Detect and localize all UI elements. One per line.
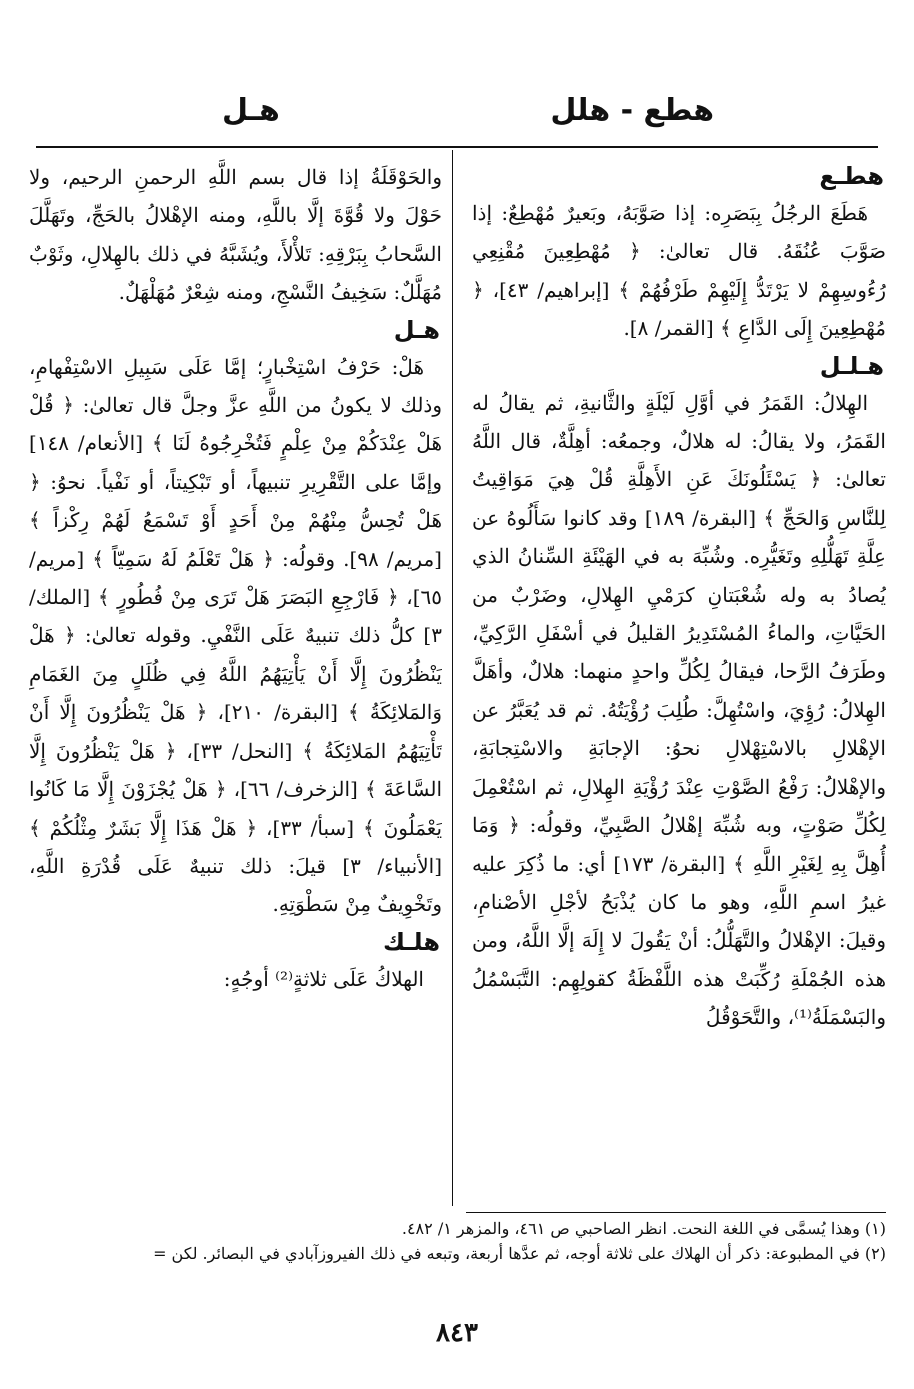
entry-head: هـلـل <box>819 351 884 380</box>
footnote: (١) وهذا يُسمَّى في اللغة النحت. انظر الصاحبي ص ٤٦١، والمزهر ١/ ٤٨٢. <box>401 1219 886 1238</box>
entry-text: الهلاكُ عَلَى ثلاثةٍ⁽²⁾ أوجُهٍ: <box>223 966 424 991</box>
entry-head: هطـع <box>819 162 884 190</box>
entry <box>472 348 886 1037</box>
entry-text: هَلْ: حَرْفُ اسْتِخْبارٍ؛ إمَّا عَلَى سَبِيلِ الاسْتِفْهامِ، وذلك لا يكونُ من اللَّهِ عزَّ وجلَّ قال تعالىٰ: ﴿ قُلْ هَلْ عِنْدَكُمْ مِنْ عِلْمٍ فَتُخْرِجُوهُ لَنَا ﴾ [الأنعام/ ١٤٨] وإمَّا على التَّقْرِيرِ تنبيهاً، أو تَبْكِيتاً، أو نَفْياً. نحوُ: ﴿ هَلْ تُحِسُّ مِنْهُمْ مِنْ أَحَدٍ أَوْ تَسْمَعُ لَهُمْ رِكْزاً ﴾ [مريم/ ٩٨]. وقولُه: ﴿ هَلْ تَعْلَمُ لَهُ سَمِيّاً ﴾ [مريم/ ٦٥]، ﴿ فَارْجِعِ البَصَرَ هَلْ تَرَى مِنْ فُطُورٍ ﴾ [الملك/ ٣] كلُّ ذلك تنبيهٌ عَلَى النَّفْيِ. وقوله تعالىٰ: ﴿ هَلْ يَنْظُرُونَ إِلَّا أَنْ يَأْتِيَهُمُ اللَّهُ فِي ظُلَلٍ مِنَ الغَمَامِ وَالمَلائِكَةُ ﴾ [البقرة/ ٢١٠]، ﴿ هَلْ يَنْظُرُونَ إِلَّا أَنْ تَأْتِيَهُمُ المَلائِكَةُ ﴾ [النحل/ ٣٣]، ﴿ هَلْ يَنْظُرُونَ إِلَّا السَّاعَةَ ﴾ [الزخرف/ ٦٦]، ﴿ هَلْ يُجْزَوْنَ إِلَّا مَا كَانُوا يَعْمَلُونَ ﴾ [سبأ/ ٣٣]، ﴿ هَلْ هَذَا إِلَّا بَشَرٌ مِثْلُكُمْ ﴾ [الأنبياء/ ٣] قيلَ: ذلك تنبيهٌ عَلَى قُدْرَةِ اللَّهِ، وتَخْوِيفٌ مِنْ سَطْوَتِهِ. <box>29 354 442 917</box>
entry <box>472 158 886 348</box>
column-divider <box>452 150 453 1206</box>
entry-text: هَطَعَ الرجُلُ بِبَصَرِه: إذا صَوَّبَهُ، وبَعيرٌ مُهْطِعٌ: إذا صَوَّبَ عُنُقَهُ. قال تعالىٰ: ﴿ مُهْطِعِينَ مُقْنِعِي رُءُوسِهِمْ لا يَرْتَدُّ إِلَيْهِمْ طَرْفُهُمْ ﴾ [إبراهيم/ ٤٣]، ﴿ مُهْطِعِينَ إِلَى الدَّاعِ ﴾ [القمر/ ٨]. <box>472 201 886 341</box>
entry-text: والحَوْقَلَةُ إذا قال بسم اللَّهِ الرحمنِ الرحيم، ولا حَوْلَ ولا قُوَّةَ إلَّا باللَّهِ، ومنه الإهْلالُ بالحَجِّ، وتَهَلَّلَ السَّحابُ بِبَرْقِهِ: تَلأْلأَ، ويُشَبَّهُ في ذلك بالهِلالِ، وثَوْبٌ مُهَلَّلٌ: سَخِيفُ النَّسْجِ، ومنه شِعْرٌ مُهَلْهَلٌ. <box>29 165 442 305</box>
entry-text: الهِلالُ: القَمَرُ في أوَّلِ لَيْلَةٍ والثَّانيةِ، ثم يقالُ له القَمَرُ، ولا يقالُ: له هلالٌ، وجمعُه: أهِلَّةٌ، قال اللَّهُ تعالىٰ: ﴿ يَسْئَلُونَكَ عَنِ الأَهِلَّةِ قُلْ هِيَ مَوَاقِيتُ لِلنَّاسِ وَالحَجِّ ﴾ [البقرة/ ١٨٩] وقد كانوا سَأَلُوهُ عن عِلَّةِ تَهَلُّلِهِ وتَغَيُّرِه. وشُبِّهَ به في الهَيْئَةِ السِّنانُ الذي يُصادُ به وله شُعْبَتانِ كرَمْيِ الهِلالِ، وضَرْبٌ من الحَيَّاتِ، والماءُ المُسْتَدِيرُ القليلُ في أسْفَلِ الرَّكِيِّ، وطَرَفُ الرَّحا، فيقالُ لِكُلِّ واحدٍ منهما: هلالٌ، وأهَلَّ الهِلالُ: رُؤِيَ، واسْتُهِلَّ: طُلِبَ رُؤْيَتُهُ. ثم قد يُعَبَّرُ عن الإهْلالِ بالاسْتِهْلالِ نحوُ: الإجابَةِ والاسْتِجابَةِ، والإهْلالُ: رَفْعُ الصَّوْتِ عِنْدَ رُؤْيَةِ الهِلالِ، ثم اسْتُعْمِلَ لِكُلِّ صَوْتٍ، وبه شُبِّهَ إهْلالُ الصَّبِيِّ، وقولُه: ﴿ وَمَا أُهِلَّ بِهِ لِغَيْرِ اللَّهِ ﴾ [البقرة/ ١٧٣] أي: ما ذُكِرَ عليه غيرُ اسمِ اللَّهِ، وهو ما كان يُذْبَحُ لأجْلِ الأصْنامِ، وقيلَ: الإهْلالُ والتَّهَلُّلُ: أنْ يَقُولَ لا إِلَهَ إلَّا اللَّهُ، ومن هذه الجُمْلَةِ رُكِّبَتْ هذه اللَّفْظَةُ كقولِهِم: التَّبَسْمُلُ والبَسْمَلَةُ⁽¹⁾، والتَّحَوْقُلُ <box>472 390 886 1030</box>
entry <box>29 924 442 998</box>
running-header-right: هطع - هلل <box>550 93 714 128</box>
footnote: (٢) في المطبوعة: ذكر أن الهلاك على ثلاثة أوجه، ثم عدَّها أربعة، وتبعه في ذلك الفيروزآبادي في البصائر. لكن = <box>153 1244 886 1263</box>
entry-head: هـل <box>393 315 440 344</box>
running-header-left: هـل <box>222 93 280 128</box>
left-column <box>29 158 442 1202</box>
right-column <box>472 158 886 1202</box>
entry <box>29 312 442 924</box>
entry <box>29 158 442 312</box>
page-number: ٨٤٣ <box>436 1318 478 1348</box>
header-rule <box>36 146 878 148</box>
entry-head: هلـك <box>383 927 440 956</box>
footnote-rule <box>466 1212 886 1213</box>
